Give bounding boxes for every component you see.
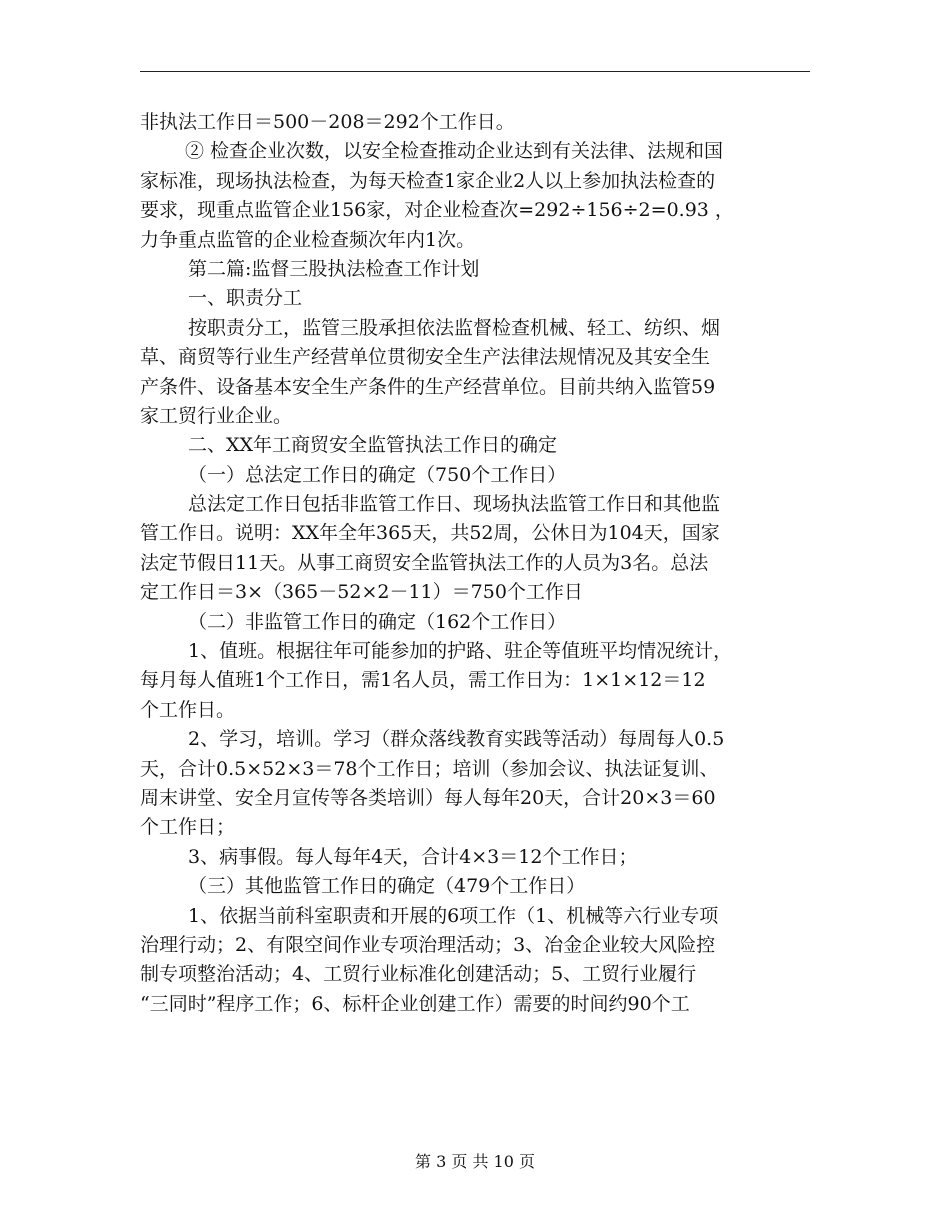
body-line: 2、学习，培训。学习（群众落线教育实践等活动）每周每人0.5 [188,728,725,751]
section-heading: 二、XX年工商贸安全监管执法工作日的确定 [188,434,558,457]
body-line: “三同时”程序工作；6、标杆企业创建工作）需要的时间约90个工 [140,992,690,1015]
section-heading: （二）非监管工作日的确定（162个工作日） [188,610,567,633]
section-heading: （三）其他监管工作日的确定（479个工作日） [188,875,586,898]
body-line: 周末讲堂、安全月宣传等各类培训）每人每年20天，合计20×3＝60 [140,786,716,809]
body-line: ② 检查企业次数，以安全检查推动企业达到有关法律、法规和国 [185,140,724,163]
body-line: 管工作日。说明：XX年全年365天，共52周，公休日为104天，国家 [140,522,720,545]
body-line: 力争重点监管的企业检查频次年内1次。 [140,228,476,251]
document-body [140,108,810,1019]
body-line: 治理行动；2、有限空间作业专项治理活动；3、冶金企业较大风险控 [140,933,716,956]
body-line: 草、商贸等行业生产经营单位贯彻安全生产法律法规情况及其安全生 [140,346,711,369]
section-heading: （一）总法定工作日的确定（750个工作日） [188,463,567,486]
body-line: 家标准，现场执法检查，为每天检查1家企业2人以上参加执法检查的 [140,169,716,192]
body-line: 非执法工作日＝500－208＝292个工作日。 [140,111,515,133]
body-line: 3、病事假。每人每年4天，合计4×3＝12个工作日； [188,845,638,868]
section-heading: 第二篇:监督三股执法检查工作计划 [188,257,480,280]
section-heading: 一、职责分工 [188,287,303,310]
body-line: 个工作日。 [140,698,236,721]
body-line: 天，合计0.5×52×3＝78个工作日；培训（参加会议、执法证复训、 [140,757,719,780]
body-line: 总法定工作日包括非监管工作日、现场执法监管工作日和其他监 [188,493,721,516]
body-line: 制专项整治活动；4、工贸行业标准化创建活动；5、工贸行业履行 [140,963,697,986]
body-line: 个工作日； [140,816,236,839]
body-line: 每月每人值班1个工作日，需1名人员，需工作日为：1×1×12＝12 [140,669,706,692]
body-line: 家工贸行业企业。 [140,404,293,427]
body-line: 按职责分工，监管三股承担依法监督检查机械、轻工、纺织、烟 [188,316,721,339]
body-line: 产条件、设备基本安全生产条件的生产经营单位。目前共纳入监管59 [140,375,716,398]
page-footer: 第 3 页 共 10 页 [415,1152,535,1171]
body-line: 法定节假日11天。从事工商贸安全监管执法工作的人员为3名。总法 [140,551,709,574]
body-line: 要求，现重点监管企业156家，对企业检查次=292÷156÷2=0.93 ， [140,199,734,222]
body-line: 定工作日＝3×（365－52×2－11）＝750个工作日 [140,581,583,604]
header-rule [140,71,810,72]
body-line: 1、依据当前科室职责和开展的6项工作（1、机械等六行业专项 [188,904,719,927]
body-line: 1、值班。根据往年可能参加的护路、驻企等值班平均情况统计， [188,640,733,663]
